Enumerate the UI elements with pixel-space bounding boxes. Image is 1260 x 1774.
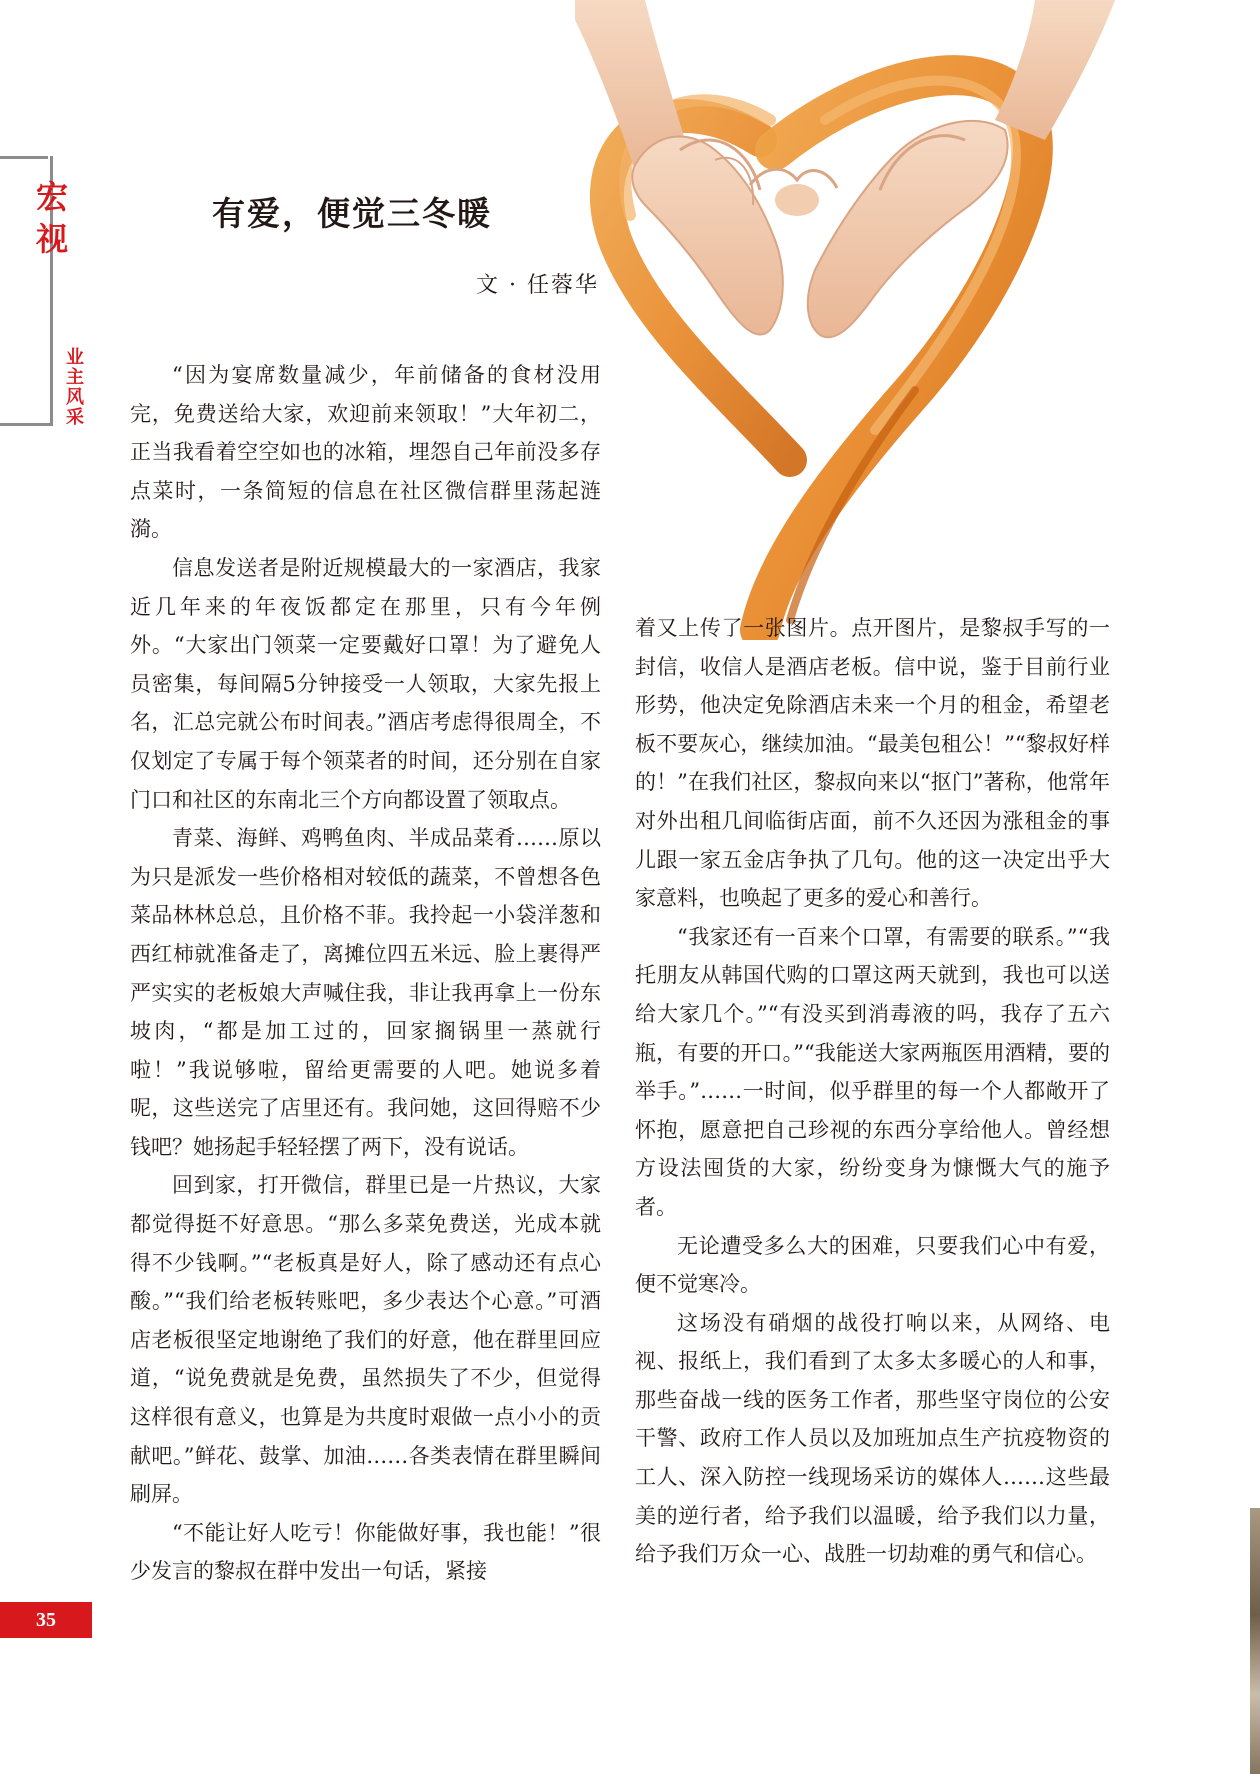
article-body-right-column <box>635 609 1110 1574</box>
paragraph: 这场没有硝烟的战役打响以来，从网络、电视、报纸上，我们看到了太多太多暖心的人和事，那些奋战一线的医务工作者，那些坚守岗位的公安干警、政府工作人员以及加班加点生产抗疫物资的工人、深入防控一线现场采访的媒体人……这些最美的逆行者，给予我们以温暖，给予我们以力量，给予我们万众一心、战胜一切劫难的勇气和信心。 <box>635 1310 1110 1567</box>
section-title: 宏视 <box>35 178 68 258</box>
paragraph: “我家还有一百来个口罩，有需要的联系。”“我托朋友从韩国代购的口罩这两天就到，我也可以送给大家几个。”“有没买到消毒液的吗，我存了五六瓶，有要的开口。”“我能送大家两瓶医用酒精，要的举手。”……一时间，似乎群里的每一个人都敞开了怀抱，愿意把自己珍视的东西分享给他人。曾经想方设法囤货的大家，纷纷变身为慷慨大气的施予者。 <box>635 924 1110 1219</box>
section-tab-border-bottom <box>0 423 53 426</box>
hands-heart-icon <box>575 0 1150 640</box>
page-number: 35 <box>0 1602 92 1638</box>
paragraph: “因为宴席数量减少，年前储备的食材没用完，免费送给大家，欢迎前来领取！”大年初二，正当我看着空空如也的冰箱，埋怨自己年前没多存点菜时，一条简短的信息在社区微信群里荡起涟漪。 <box>130 363 601 542</box>
paragraph: 回到家，打开微信，群里已是一片热议，大家都觉得挺不好意思。“那么多菜免费送，光成本就得不少钱啊。”“老板真是好人，除了感动还有点心酸。”“我们给老板转账吧，多少表达个心意。”可酒店老板很坚定地谢绝了我们的好意，他在群里回应道，“说免费就是免费，虽然损失了不少，但觉得这样很有意义，也算是为共度时艰做一点小小的贡献吧。”鲜花、鼓掌、加油……各类表情在群里瞬间刷屏。 <box>130 1173 601 1507</box>
section-tab-border-top <box>0 156 48 159</box>
paragraph: 着又上传了一张图片。点开图片，是黎叔手写的一封信，收信人是酒店老板。信中说，鉴于目前行业形势，他决定免除酒店未来一个月的租金，希望老板不要灰心，继续加油。“最美包租公！”“黎叔好样的！”在我们社区，黎叔向来以“抠门”著称，他常年对外出租几间临街店面，前不久还因为涨租金的事儿跟一家五金店争执了几句。他的这一决定出乎大家意料，也唤起了更多的爱心和善行。 <box>635 616 1110 911</box>
article-body-left-column <box>130 356 601 1591</box>
paragraph: 青菜、海鲜、鸡鸭鱼肉、半成品菜肴……原以为只是派发一些价格相对较低的蔬菜，不曾想各色菜品林林总总，且价格不菲。我拎起一小袋洋葱和西红柿就准备走了，离摊位四五米远、脸上裹得严严实实的老板娘大声喊住我，非让我再拿上一份东坡肉，“都是加工过的，回家搁锅里一蒸就行啦！”我说够啦，留给更需要的人吧。她说多着呢，这些送完了店里还有。我问她，这回得赔不少钱吧？她扬起手轻轻摆了两下，没有说话。 <box>130 826 601 1159</box>
article-author: 文 · 任蓉华 <box>476 273 599 298</box>
paragraph: 无论遭受多么大的困难，只要我们心中有爱，便不觉寒冷。 <box>635 1233 1110 1297</box>
adjacent-page-image <box>1250 1508 1260 1774</box>
article-title: 有爱，便觉三冬暖 <box>212 194 492 233</box>
paragraph: “不能让好人吃亏！你能做好事，我也能！”很少发言的黎叔在群中发出一句话，紧接 <box>130 1520 601 1584</box>
paragraph: 信息发送者是附近规模最大的一家酒店，我家近几年来的年夜饭都定在那里，只有今年例外。“大家出门领菜一定要戴好口罩！为了避免人员密集，每间隔5分钟接受一人领取，大家先报上名，汇总完就公布时间表。”酒店考虑得很周全，不仅划定了专属于每个领菜者的时间，还分别在自家门口和社区的东南北三个方向都设置了领取点。 <box>130 555 601 812</box>
section-subtitle: 业主风采 <box>66 347 84 428</box>
